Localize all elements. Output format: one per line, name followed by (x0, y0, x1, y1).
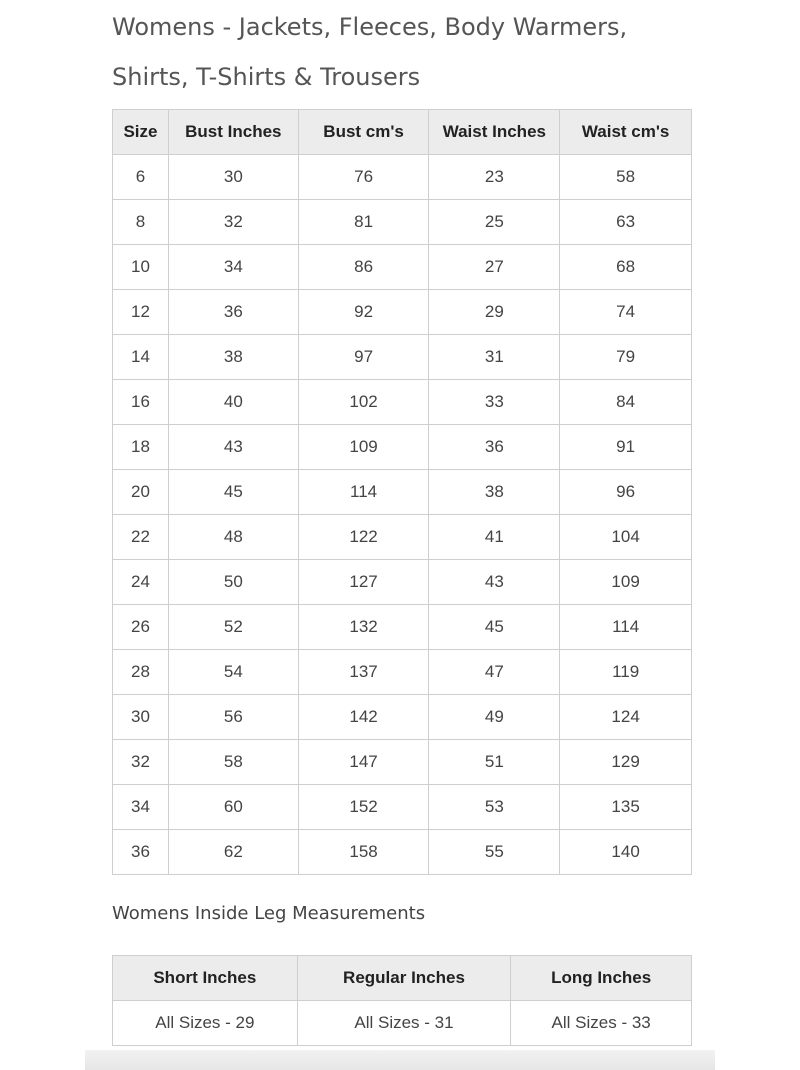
waist-inches-cell: 55 (429, 830, 560, 875)
waist-cm-cell: 140 (560, 830, 692, 875)
size-chart-header-row (113, 110, 692, 155)
bust-cm-cell: 97 (298, 335, 429, 380)
waist-cm-cell: 129 (560, 740, 692, 785)
bust-inches-cell: 38 (168, 335, 298, 380)
waist-cm-cell: 91 (560, 425, 692, 470)
column-header-bust-inches: Bust Inches (168, 110, 298, 155)
waist-inches-cell: 45 (429, 605, 560, 650)
inside-leg-heading: Womens Inside Leg Measurements (112, 903, 426, 924)
size-cell: 10 (113, 245, 169, 290)
waist-cm-cell: 109 (560, 560, 692, 605)
waist-inches-cell: 41 (429, 515, 560, 560)
column-header-short-inches: Short Inches (113, 956, 298, 1001)
waist-inches-cell: 29 (429, 290, 560, 335)
waist-inches-cell: 43 (429, 560, 560, 605)
bust-inches-cell: 30 (168, 155, 298, 200)
bottom-shadow (85, 1050, 715, 1070)
size-cell: 24 (113, 560, 169, 605)
short-inches-value: All Sizes - 29 (113, 1001, 298, 1046)
bust-cm-cell: 114 (298, 470, 429, 515)
table-row (113, 830, 692, 875)
column-header-long-inches: Long Inches (511, 956, 692, 1001)
waist-cm-cell: 124 (560, 695, 692, 740)
page-title-line-2: Shirts, T-Shirts & Trousers (112, 63, 421, 91)
column-header-waist-cm: Waist cm's (560, 110, 692, 155)
waist-cm-cell: 68 (560, 245, 692, 290)
size-cell: 6 (113, 155, 169, 200)
bust-inches-cell: 40 (168, 380, 298, 425)
bust-cm-cell: 147 (298, 740, 429, 785)
column-header-size: Size (113, 110, 169, 155)
size-cell: 16 (113, 380, 169, 425)
column-header-bust-cm: Bust cm's (298, 110, 429, 155)
regular-inches-value: All Sizes - 31 (297, 1001, 511, 1046)
size-cell: 30 (113, 695, 169, 740)
waist-inches-cell: 51 (429, 740, 560, 785)
size-cell: 20 (113, 470, 169, 515)
bust-inches-cell: 32 (168, 200, 298, 245)
bust-cm-cell: 81 (298, 200, 429, 245)
waist-cm-cell: 135 (560, 785, 692, 830)
table-row (113, 515, 692, 560)
waist-inches-cell: 47 (429, 650, 560, 695)
waist-inches-cell: 36 (429, 425, 560, 470)
size-cell: 26 (113, 605, 169, 650)
waist-inches-cell: 33 (429, 380, 560, 425)
bust-cm-cell: 127 (298, 560, 429, 605)
table-row (113, 695, 692, 740)
waist-cm-cell: 104 (560, 515, 692, 560)
waist-cm-cell: 114 (560, 605, 692, 650)
size-cell: 32 (113, 740, 169, 785)
size-cell: 14 (113, 335, 169, 380)
bust-inches-cell: 36 (168, 290, 298, 335)
waist-inches-cell: 49 (429, 695, 560, 740)
size-cell: 18 (113, 425, 169, 470)
inside-leg-table (112, 955, 692, 1046)
table-row (113, 785, 692, 830)
bust-cm-cell: 132 (298, 605, 429, 650)
table-row (113, 650, 692, 695)
waist-cm-cell: 84 (560, 380, 692, 425)
size-chart-table (112, 109, 692, 875)
size-cell: 36 (113, 830, 169, 875)
bust-inches-cell: 60 (168, 785, 298, 830)
bust-inches-cell: 50 (168, 560, 298, 605)
table-row (113, 335, 692, 380)
bust-cm-cell: 158 (298, 830, 429, 875)
bust-inches-cell: 56 (168, 695, 298, 740)
bust-inches-cell: 48 (168, 515, 298, 560)
bust-inches-cell: 45 (168, 470, 298, 515)
bust-cm-cell: 86 (298, 245, 429, 290)
bust-cm-cell: 137 (298, 650, 429, 695)
waist-cm-cell: 63 (560, 200, 692, 245)
size-chart-body (113, 155, 692, 875)
waist-inches-cell: 25 (429, 200, 560, 245)
waist-cm-cell: 96 (560, 470, 692, 515)
bust-inches-cell: 34 (168, 245, 298, 290)
table-row (113, 560, 692, 605)
bust-inches-cell: 62 (168, 830, 298, 875)
table-row (113, 605, 692, 650)
bust-cm-cell: 152 (298, 785, 429, 830)
waist-inches-cell: 23 (429, 155, 560, 200)
bust-cm-cell: 76 (298, 155, 429, 200)
table-row (113, 425, 692, 470)
waist-cm-cell: 58 (560, 155, 692, 200)
inside-leg-row (113, 1001, 692, 1046)
long-inches-value: All Sizes - 33 (511, 1001, 692, 1046)
waist-cm-cell: 74 (560, 290, 692, 335)
bust-inches-cell: 54 (168, 650, 298, 695)
table-row (113, 245, 692, 290)
table-row (113, 740, 692, 785)
page-title-line-1: Womens - Jackets, Fleeces, Body Warmers, (112, 13, 628, 41)
waist-inches-cell: 31 (429, 335, 560, 380)
size-cell: 28 (113, 650, 169, 695)
page-title (112, 2, 752, 102)
size-cell: 8 (113, 200, 169, 245)
waist-inches-cell: 38 (429, 470, 560, 515)
size-cell: 34 (113, 785, 169, 830)
waist-inches-cell: 53 (429, 785, 560, 830)
column-header-waist-inches: Waist Inches (429, 110, 560, 155)
table-row (113, 155, 692, 200)
table-row (113, 290, 692, 335)
bust-cm-cell: 109 (298, 425, 429, 470)
bust-inches-cell: 52 (168, 605, 298, 650)
waist-cm-cell: 119 (560, 650, 692, 695)
bust-cm-cell: 92 (298, 290, 429, 335)
size-cell: 22 (113, 515, 169, 560)
waist-inches-cell: 27 (429, 245, 560, 290)
bust-cm-cell: 102 (298, 380, 429, 425)
table-row (113, 380, 692, 425)
bust-cm-cell: 142 (298, 695, 429, 740)
waist-cm-cell: 79 (560, 335, 692, 380)
size-cell: 12 (113, 290, 169, 335)
bust-inches-cell: 43 (168, 425, 298, 470)
table-row (113, 200, 692, 245)
column-header-regular-inches: Regular Inches (297, 956, 511, 1001)
inside-leg-header-row (113, 956, 692, 1001)
bust-cm-cell: 122 (298, 515, 429, 560)
table-row (113, 470, 692, 515)
bust-inches-cell: 58 (168, 740, 298, 785)
